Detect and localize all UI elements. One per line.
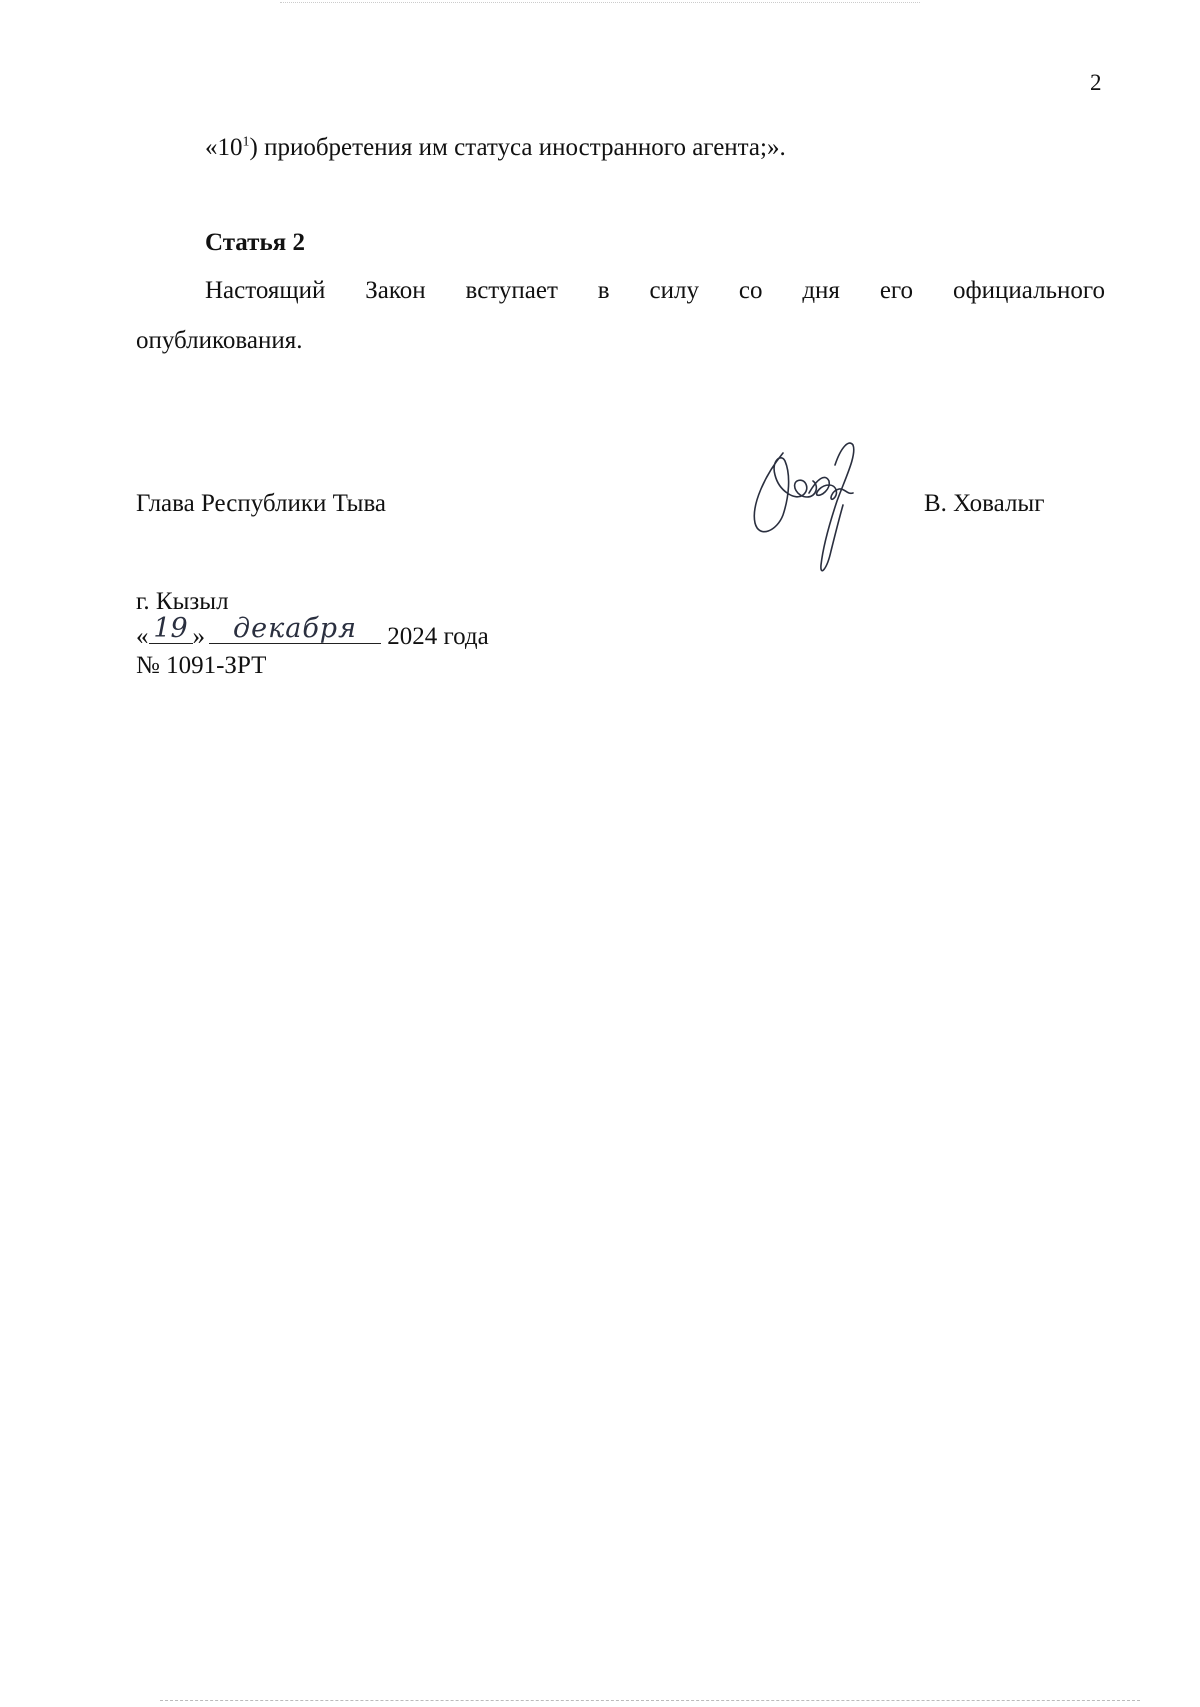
signatory-title: Глава Республики Тыва <box>136 490 387 517</box>
month-field <box>209 613 381 644</box>
signatory-name: В. Ховалыг <box>924 490 1045 517</box>
day-handwritten: 19 <box>153 613 188 644</box>
article-heading: Статья 2 <box>205 229 305 256</box>
scan-edge-top <box>280 2 920 3</box>
date-open-quote: « <box>136 623 149 650</box>
article-paragraph-line-1: Настоящий Закон вступает в силу со дня его официального <box>205 277 1105 304</box>
handwritten-signature <box>745 435 895 590</box>
amendment-rest: ) приобретения им статуса иностранного агента;». <box>249 134 786 161</box>
amendment-open: «10 <box>205 134 243 161</box>
amendment-superscript: 1 <box>242 134 250 150</box>
amendment-line <box>205 133 786 163</box>
article-paragraph-line-2: опубликования. <box>136 327 303 354</box>
page-number: 2 <box>1090 70 1102 95</box>
law-number: № 1091-ЗРТ <box>136 652 267 679</box>
signing-date <box>136 613 489 652</box>
year-text: 2024 года <box>387 623 489 650</box>
scan-edge-bottom <box>160 1700 1140 1701</box>
city: г. Кызыл <box>136 588 229 615</box>
month-handwritten: декабря <box>233 613 357 644</box>
day-field <box>149 613 193 644</box>
date-close-quote: » <box>192 623 205 650</box>
